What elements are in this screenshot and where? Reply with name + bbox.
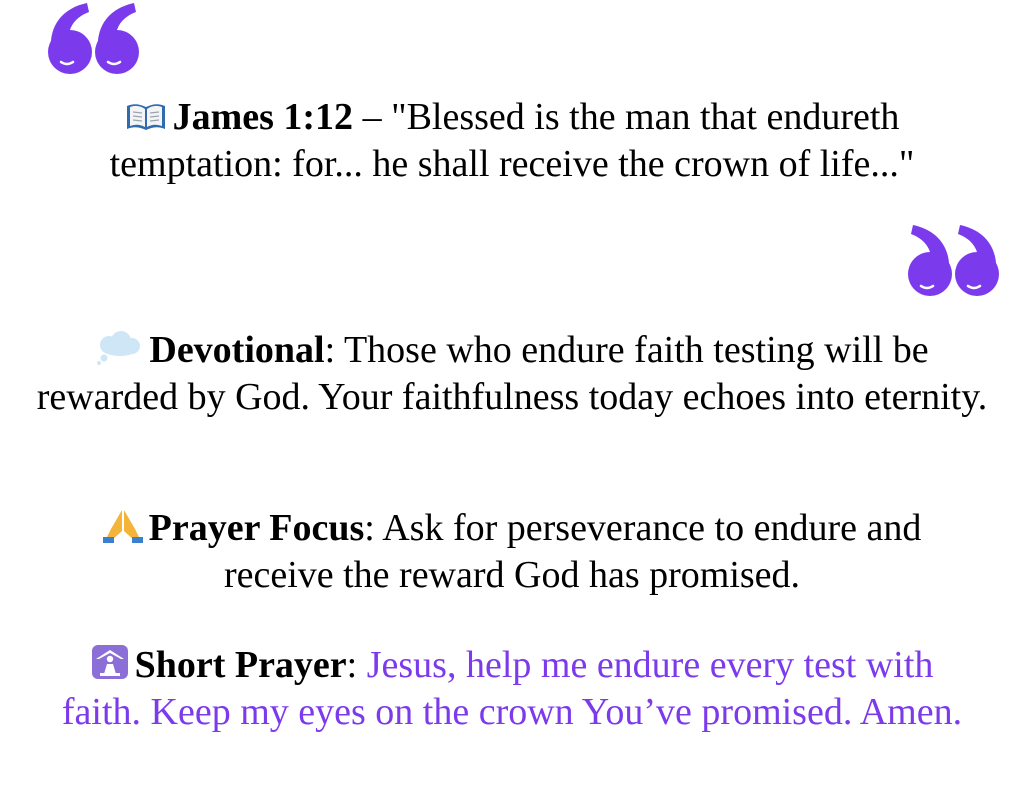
verse-block	[20, 95, 1004, 186]
open-quote-icon	[45, 0, 145, 80]
short-prayer-label: Short Prayer	[134, 644, 347, 686]
devotional-colon: :	[324, 329, 344, 371]
close-quote-icon	[905, 222, 1005, 302]
short-prayer-block	[20, 643, 1004, 734]
devotional-label: Devotional	[149, 329, 325, 371]
verse-reference: James 1:12	[172, 96, 354, 138]
prayer-icon	[91, 644, 129, 690]
open-book-icon	[125, 98, 167, 142]
verse-text: "Blessed is the man that endureth temptation: for... he shall receive the crown of life..."	[109, 96, 915, 185]
short-prayer-text: Jesus, help me endure every test with faith. Keep my eyes on the crown You’ve promised. Amen.	[61, 644, 963, 733]
prayer-focus-label: Prayer Focus	[148, 507, 365, 549]
thought-bubble-icon	[95, 331, 143, 375]
devotional-block	[20, 328, 1004, 419]
verse-separator: –	[353, 96, 392, 138]
short-prayer-colon: :	[346, 644, 367, 686]
prayer-focus-block	[20, 506, 1004, 597]
praying-hands-icon	[103, 507, 143, 553]
prayer-focus-text: Ask for perseverance to endure and receive the reward God has promised.	[223, 507, 922, 596]
devotional-text: Those who endure faith testing will be rewarded by God. Your faithfulness today echoes into eternity.	[36, 329, 988, 418]
prayer-focus-colon: :	[364, 507, 383, 549]
